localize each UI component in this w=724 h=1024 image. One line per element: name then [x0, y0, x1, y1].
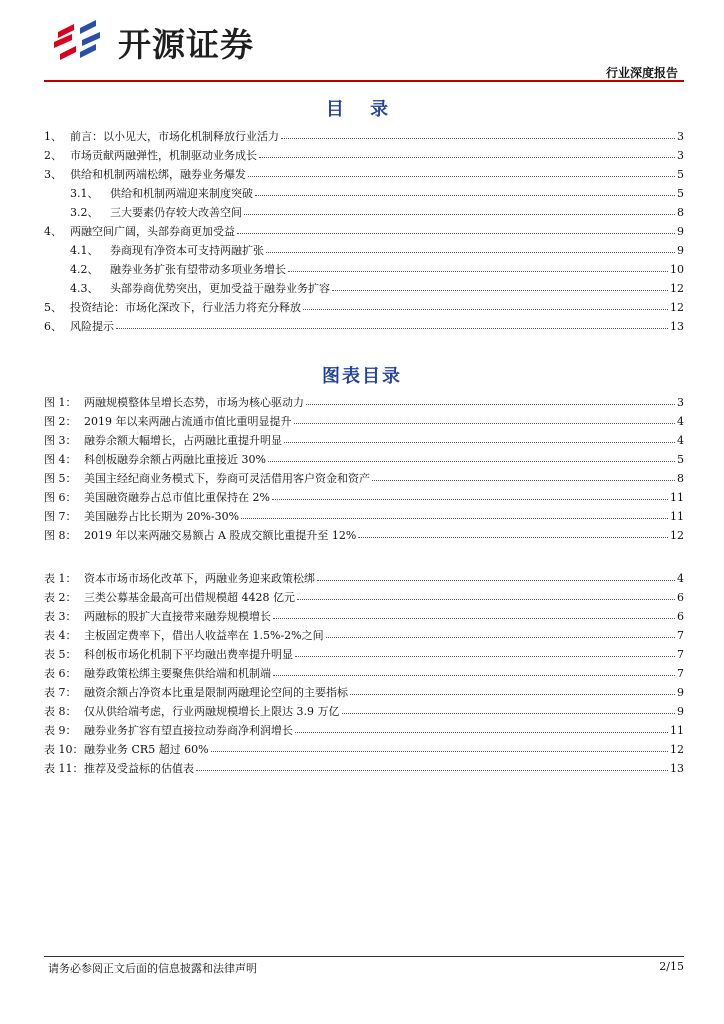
figure-entry[interactable]: 图 5： 美国主经纪商业务模式下，券商可灵活借用客户资金和资产 8 — [44, 472, 684, 485]
brand-name: 开源证券 — [118, 24, 254, 64]
table-entry[interactable]: 表 6： 融券政策松绑主要聚焦供给端和机制端 7 — [44, 667, 684, 680]
figure-entry[interactable]: 图 6： 美国融资融券占总市值比重保持在 2% 11 — [44, 491, 684, 504]
table-entry[interactable]: 表 5： 科创板市场化机制下平均融出费率提升明显 7 — [44, 648, 684, 661]
table-entry[interactable]: 表 7： 融资余额占净资本比重是限制两融理论空间的主要指标 9 — [44, 686, 684, 699]
table-entry[interactable]: 表 10： 融券业务 CR5 超过 60% 12 — [44, 743, 684, 756]
page-number: 2/15 — [659, 960, 684, 973]
report-type: 行业深度报告 — [605, 66, 678, 80]
toc-entry[interactable]: 3、 供给和机制两端松绑，融券业务爆发 5 — [44, 168, 684, 181]
brand-logo-icon — [50, 18, 112, 66]
figure-entry[interactable]: 图 2： 2019 年以来两融占流通市值比重明显提升 4 — [44, 415, 684, 428]
table-entry[interactable]: 表 3： 两融标的股扩大直接带来融券规模增长 6 — [44, 610, 684, 623]
toc-entry[interactable]: 2、 市场贡献两融弹性，机制驱动业务成长 3 — [44, 149, 684, 162]
toc-entry[interactable]: 5、 投资结论：市场化深改下，行业活力将充分释放 12 — [44, 301, 684, 314]
toc-subentry[interactable]: 3.1、 供给和机制两端迎来制度突破 5 — [70, 187, 684, 200]
toc-subentry[interactable]: 4.2、 融券业务扩张有望带动多项业务增长 10 — [70, 263, 684, 276]
table-entry[interactable]: 表 2： 三类公募基金最高可出借规模超 4428 亿元 6 — [44, 591, 684, 604]
figure-entry[interactable]: 图 3： 融券余额大幅增长，占两融比重提升明显 4 — [44, 434, 684, 447]
toc-subentry[interactable]: 3.2、 三大要素仍存较大改善空间 8 — [70, 206, 684, 219]
footer-disclaimer: 请务必参阅正文后面的信息披露和法律声明 — [48, 962, 257, 975]
table-entry[interactable]: 表 9： 融券业务扩容有望直接拉动券商净利润增长 11 — [44, 724, 684, 737]
toc-title: 目 录 — [325, 99, 399, 120]
figure-entry[interactable]: 图 7： 美国融券占比长期为 20%-30% 11 — [44, 510, 684, 523]
table-entry[interactable]: 表 4： 主板固定费率下，借出人收益率在 1.5%-2%之间 7 — [44, 629, 684, 642]
page-header — [44, 16, 684, 82]
figures-title: 图表目录 — [322, 366, 402, 387]
figure-entry[interactable]: 图 1： 两融规模整体呈增长态势，市场为核心驱动力 3 — [44, 396, 684, 409]
brand-logo — [50, 18, 254, 66]
footer-divider — [44, 956, 684, 957]
toc-subentry[interactable]: 4.3、 头部券商优势突出，更加受益于融券业务扩容 12 — [70, 282, 684, 295]
toc-entry[interactable]: 4、 两融空间广阔，头部券商更加受益 9 — [44, 225, 684, 238]
header-divider — [44, 80, 684, 82]
toc-subentry[interactable]: 4.1、 券商现有净资本可支持两融扩张 9 — [70, 244, 684, 257]
table-entry[interactable]: 表 11： 推荐及受益标的估值表 13 — [44, 762, 684, 775]
figure-entry[interactable]: 图 4： 科创板融券余额占两融比重接近 30% 5 — [44, 453, 684, 466]
table-entry[interactable]: 表 1： 资本市场市场化改革下，两融业务迎来政策松绑 4 — [44, 572, 684, 585]
table-entry[interactable]: 表 8： 仅从供给端考虑，行业两融规模增长上限达 3.9 万亿 9 — [44, 705, 684, 718]
figure-entry[interactable]: 图 8： 2019 年以来两融交易额占 A 股成交额比重提升至 12% 12 — [44, 529, 684, 542]
toc-entry[interactable]: 6、 风险提示 13 — [44, 320, 684, 333]
toc-entry[interactable]: 1、 前言：以小见大，市场化机制释放行业活力 3 — [44, 130, 684, 143]
